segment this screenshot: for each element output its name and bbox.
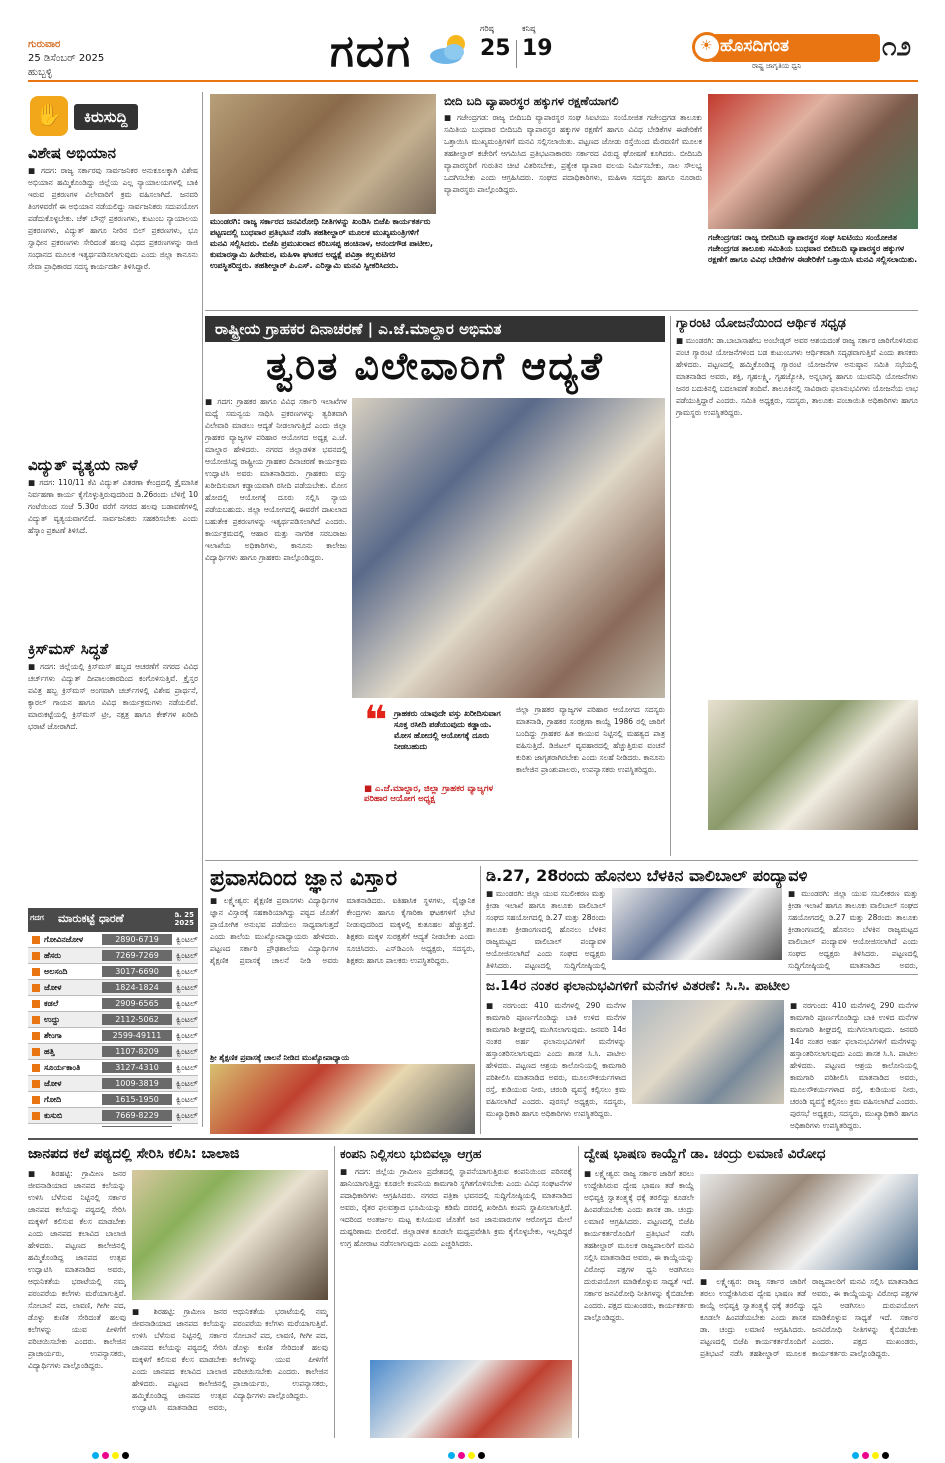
story-headline: ಜ.14ರ ನಂತರ ಫಲಾನುಭವಿಗಳಿಗೆ ಮನೆಗಳ ವಿತರಣೆ: ಸಿ.ಸಿ. ಪಾಟೀಲ [486,978,790,994]
bjp-protest-story [210,94,436,306]
guarantee-story [676,316,918,856]
consumer-story-col1 [205,396,347,856]
price-unit: ಕ್ವಿಂಟಲ್ [176,950,198,960]
market-row [28,1012,198,1028]
brand-tagline: ರಾಷ್ಟ್ರ ಜಾಗೃತಿಯ ಧ್ವನಿ [752,62,802,70]
price-unit: ಕ್ವಿಂಟಲ್ [176,1014,198,1024]
press-conference-photo [370,1360,572,1438]
pull-quote [364,698,509,816]
vendors-photo-block [708,94,918,306]
story-body-continued: ■ ಲಕ್ಷ್ಮೇಶ್ವರ: ರಾಜ್ಯ ಸರ್ಕಾರ ಜಾರಿಗೆ ತರಲು ಉದ್ದೇಶಿಸಿರುವ ದ್ವೇಷ ಭಾಷಣ ತಡೆ ಕಾಯ್ದೆ ಅಭಿವ್ಯಕ್ತಿ ಸ್ವಾತಂತ್ರ್ಯಕ್ಕೆ ಧಕ್ಕೆ ತರಲಿದ್ದು ಕೂಡಲೇ ಹಿಂಪಡೆಯಬೇಕು ಎಂದು ಶಾಸಕ ಡಾ. ಚಂದ್ರು ಲಮಾಣಿ ಆಗ್ರಹಿಸಿದರು. ಪಟ್ಟಣದಲ್ಲಿ ಬಿಜೆಪಿ ಕಾರ್ಯಕರ್ತರೊಂದಿಗೆ ಪ್ರತಿಭಟನೆ ನಡೆಸಿ ತಹಶೀಲ್ದಾರ್ ಮೂಲಕ ರಾಜ್ಯಪಾಲರಿಗೆ ಮನವಿ ಸಲ್ಲಿಸಿ ಮಾತನಾಡಿದ ಅವರು, ಈ ಕಾಯ್ದೆಯನ್ನು ವಿರೋಧ ಪಕ್ಷಗಳ ಧ್ವನಿ ಅಡಗಿಸಲು ದುರುಪಯೋಗ ಮಾಡಿಕೊಳ್ಳುವ ಸಾಧ್ಯತೆ ಇದೆ. ಸರ್ಕಾರ ಜನವಿರೋಧಿ ನೀತಿಗಳನ್ನು ಕೈಬಿಡಬೇಕು ಎಂದರು. ಪಕ್ಷದ ಮುಖಂಡರು, ಕಾರ್ಯಕರ್ತರು ಪಾಲ್ಗೊಂಡಿದ್ದರು. [700,1277,918,1358]
commodity-name: ಜೋಳ [44,1078,62,1088]
market-row [28,1092,198,1108]
bullet-icon [32,968,40,976]
story-headline: ಜಾನಪದ ಕಲೆ ಪಠ್ಯದಲ್ಲಿ ಸೇರಿಸಿ ಕಲಿಸಿ: ಬಾಲಾಜಿ [28,1146,240,1162]
market-rates [28,908,198,1127]
bullet-icon [32,1096,40,1104]
bullet-icon [32,1048,40,1056]
protest-photo [700,1174,918,1270]
folk-art-story [28,1146,328,1438]
market-header [28,908,198,932]
min-label: ಕನಿಷ್ಠ [522,24,536,33]
kirusuddi-header [28,96,198,138]
date-box [28,38,104,80]
max-temp: ಗರಿಷ್ಠ 25 [480,24,511,61]
story-body: ■ ನರಗುಂದ: 410 ಮನೆಗಳಲ್ಲಿ 290 ಮನೆಗಳ ಕಾಮಗಾರಿ ಪೂರ್ಣಗೊಂಡಿದ್ದು ಬಾಕಿ ಉಳಿದ ಮನೆಗಳ ಕಾಮಗಾರಿ ಶೀಘ್ರದಲ್ಲಿ ಮುಗಿಸಲಾಗುವುದು. ಜನವರಿ 14ರ ನಂತರ ಅರ್ಹ ಫಲಾನುಭವಿಗಳಿಗೆ ಮನೆಗಳನ್ನು ಹಸ್ತಾಂತರಿಸಲಾಗುವುದು ಎಂದು ಶಾಸಕ ಸಿ.ಸಿ. ಪಾಟೀಲ ಹೇಳಿದರು. ಪಟ್ಟಣದ ಆಶ್ರಯ ಕಾಲೋನಿಯಲ್ಲಿ ಕಾಮಗಾರಿ ಪರಿಶೀಲಿಸಿ ಮಾತನಾಡಿದ ಅವರು, ಮೂಲಸೌಕರ್ಯಗಳಾದ ರಸ್ತೆ, ಕುಡಿಯುವ ನೀರು, ಚರಂಡಿ ವ್ಯವಸ್ಥೆ ಕಲ್ಪಿಸಲು ಕ್ರಮ ವಹಿಸಲಾಗಿದೆ ಎಂದರು. ಪುರಸಭೆ ಅಧ್ಯಕ್ಷರು, ಸದಸ್ಯರು, ಮುಖ್ಯಾಧಿಕಾರಿ ಹಾಗೂ ಅಧಿಕಾರಿಗಳು ಉಪಸ್ಥಿತರಿದ್ದರು. [486,1001,626,1118]
story-body: ■ ಗದಗ: ಜಿಲ್ಲೆಯ ಗ್ರಾಮೀಣ ಪ್ರದೇಶದಲ್ಲಿ ಸ್ಥಾಪನೆಯಾಗುತ್ತಿರುವ ಕಂಪನಿಯಿಂದ ಪರಿಸರಕ್ಕೆ ಹಾನಿಯಾಗುತ್ತಿದ್ದು ಕೂಡಲೇ ಕಂಪನಿಯ ಕಾಮಗಾರಿ ಸ್ಥಗಿತಗೊಳಿಸಬೇಕು ಎಂದು ವಿವಿಧ ಸಂಘಟನೆಗಳ ಪದಾಧಿಕಾರಿಗಳು ಆಗ್ರಹಿಸಿದರು. ನಗರದ ಪತ್ರಿಕಾ ಭವನದಲ್ಲಿ ಸುದ್ದಿಗೋಷ್ಠಿಯಲ್ಲಿ ಮಾತನಾಡಿದ ಅವರು, ರೈತರ ಫಲವತ್ತಾದ ಭೂಮಿಯನ್ನು ಕಡಿಮೆ ದರದಲ್ಲಿ ಖರೀದಿಸಿ ಕಂಪನಿ ಸ್ಥಾಪಿಸಲಾಗುತ್ತಿದೆ. ಇದರಿಂದ ಅಂತರ್ಜಲ ಮಟ್ಟ ಕುಸಿಯುವ ಜೊತೆಗೆ ಜನ ಜಾನುವಾರುಗಳ ಆರೋಗ್ಯದ ಮೇಲೆ ದುಷ್ಪರಿಣಾಮ ಬೀರಲಿದೆ. ಜಿಲ್ಲಾಡಳಿತ ಕೂಡಲೇ ಮಧ್ಯಪ್ರವೇಶಿಸಿ ಕ್ರಮ ಕೈಗೊಳ್ಳಬೇಕು, ಇಲ್ಲದಿದ್ದರೆ ಉಗ್ರ ಹೋರಾಟ ನಡೆಸಲಾಗುವುದು ಎಂದು ಎಚ್ಚರಿಸಿದರು. [340,1167,572,1248]
price-range: 2909-6565 [102,998,172,1009]
commodity-name: ಜೋಳ [44,982,62,992]
price-unit: ಕ್ವಿಂಟಲ್ [176,934,198,944]
price-unit: ಕ್ವಿಂಟಲ್ [176,982,198,992]
price-range: 2890-6719 [102,934,172,945]
price-range [102,1126,172,1127]
column-divider [202,92,203,1127]
row-divider [486,974,918,975]
price-range: 3127-4310 [102,1062,172,1073]
story-body: ■ ಮುಂಡರಗಿ: ಡಾ.ಬಾಬಾಸಾಹೇಬ ಅಂಬೇಡ್ಕರ್ ಅವರ ಆಶಯದಂತೆ ರಾಜ್ಯ ಸರ್ಕಾರ ಜಾರಿಗೊಳಿಸಿರುವ ಪಂಚ ಗ್ಯಾರಂಟಿ ಯೋಜನೆಗಳಿಂದ ಬಡ ಕುಟುಂಬಗಳು ಆರ್ಥಿಕವಾಗಿ ಸದೃಢವಾಗುತ್ತಿವೆ ಎಂದು ಶಾಸಕರು ಹೇಳಿದರು. ಪಟ್ಟಣದಲ್ಲಿ ಹಮ್ಮಿಕೊಂಡಿದ್ದ ಗ್ಯಾರಂಟಿ ಯೋಜನೆಗಳ ಅನುಷ್ಠಾನ ಸಮಿತಿ ಸಭೆಯಲ್ಲಿ ಮಾತನಾಡಿದ ಅವರು, ಶಕ್ತಿ, ಗೃಹಲಕ್ಷ್ಮಿ, ಗೃಹಜ್ಯೋತಿ, ಅನ್ನಭಾಗ್ಯ ಹಾಗೂ ಯುವನಿಧಿ ಯೋಜನೆಗಳು ಜನರ ಬದುಕಿನಲ್ಲಿ ಬದಲಾವಣೆ ತಂದಿವೆ. ತಾಲೂಕಿನಲ್ಲಿ ಸಾವಿರಾರು ಫಲಾನುಭವಿಗಳು ಯೋಜನೆಯ ಲಾಭ ಪಡೆಯುತ್ತಿದ್ದಾರೆ ಎಂದರು. ಸಮಿತಿ ಅಧ್ಯಕ್ಷರು, ಸದಸ್ಯರು, ತಾಲೂಕು ಪಂಚಾಯಿತಿ ಅಧಿಕಾರಿಗಳು ಹಾಗೂ ಗ್ರಾಮಸ್ಥರು ಉಪಸ್ಥಿತರಿದ್ದರು. [676,336,918,417]
market-row [28,1108,198,1124]
story-body-continued: ■ ಶಿರಹಟ್ಟಿ: ಗ್ರಾಮೀಣ ಜನರ ಜೀವನಾಡಿಯಾದ ಜಾನಪದ ಕಲೆಯನ್ನು ಉಳಿಸಿ ಬೆಳೆಸುವ ನಿಟ್ಟಿನಲ್ಲಿ ಸರ್ಕಾರ ಜಾನಪದ ಕಲೆಯನ್ನು ಪಠ್ಯದಲ್ಲಿ ಸೇರಿಸಿ ಮಕ್ಕಳಿಗೆ ಕಲಿಸುವ ಕೆಲಸ ಮಾಡಬೇಕು ಎಂದು ಜಾನಪದ ಕಲಾವಿದ ಬಾಲಾಜಿ ಹೇಳಿದರು. ಪಟ್ಟಣದ ಕಾಲೇಜಿನಲ್ಲಿ ಹಮ್ಮಿಕೊಂಡಿದ್ದ ಜಾನಪದ ಉತ್ಸವ ಉದ್ಘಾಟಿಸಿ ಮಾತನಾಡಿದ ಅವರು, ಆಧುನಿಕತೆಯ ಭರಾಟೆಯಲ್ಲಿ ನಮ್ಮ ಪರಂಪರೆಯ ಕಲೆಗಳು ಮರೆಯಾಗುತ್ತಿವೆ. ಸೋಬಾನೆ ಪದ, ಲಾವಣಿ, ಗೀಗೀ ಪದ, ಡೊಳ್ಳು ಕುಣಿತ ಸೇರಿದಂತೆ ಹಲವು ಕಲೆಗಳನ್ನು ಯುವ ಪೀಳಿಗೆಗೆ ಪರಿಚಯಿಸಬೇಕು ಎಂದರು. ಕಾಲೇಜಿನ ಪ್ರಾಚಾರ್ಯರು, ಉಪನ್ಯಾಸಕರು, ವಿದ್ಯಾರ್ಥಿಗಳು ಪಾಲ್ಗೊಂಡಿದ್ದರು. [132,1307,328,1412]
commodity-name: ಹತ್ತಿ [44,1046,55,1056]
market-row [28,1044,198,1060]
vendors-photo [708,94,918,229]
price-unit: ಕ್ವಿಂಟಲ್ [176,1078,198,1088]
row-divider [205,860,918,861]
commodity-name: ಸೂರ್ಯಕಾಂತಿ [44,1062,81,1072]
bullet-icon [32,1112,40,1120]
story-body: ■ ಶಿರಹಟ್ಟಿ: ಗ್ರಾಮೀಣ ಜನರ ಜೀವನಾಡಿಯಾದ ಜಾನಪದ ಕಲೆಯನ್ನು ಉಳಿಸಿ ಬೆಳೆಸುವ ನಿಟ್ಟಿನಲ್ಲಿ ಸರ್ಕಾರ ಜಾನಪದ ಕಲೆಯನ್ನು ಪಠ್ಯದಲ್ಲಿ ಸೇರಿಸಿ ಮಕ್ಕಳಿಗೆ ಕಲಿಸುವ ಕೆಲಸ ಮಾಡಬೇಕು ಎಂದು ಜಾನಪದ ಕಲಾವಿದ ಬಾಲಾಜಿ ಹೇಳಿದರು. ಪಟ್ಟಣದ ಕಾಲೇಜಿನಲ್ಲಿ ಹಮ್ಮಿಕೊಂಡಿದ್ದ ಜಾನಪದ ಉತ್ಸವ ಉದ್ಘಾಟಿಸಿ ಮಾತನಾಡಿದ ಅವರು, ಆಧುನಿಕತೆಯ ಭರಾಟೆಯಲ್ಲಿ ನಮ್ಮ ಪರಂಪರೆಯ ಕಲೆಗಳು ಮರೆಯಾಗುತ್ತಿವೆ. ಸೋಬಾನೆ ಪದ, ಲಾವಣಿ, ಗೀಗೀ ಪದ, ಡೊಳ್ಳು ಕುಣಿತ ಸೇರಿದಂತೆ ಹಲವು ಕಲೆಗಳನ್ನು ಯುವ ಪೀಳಿಗೆಗೆ ಪರಿಚಯಿಸಬೇಕು ಎಂದರು. ಕಾಲೇಜಿನ ಪ್ರಾಚಾರ್ಯರು, ಉಪನ್ಯಾಸಕರು, ವಿದ್ಯಾರ್ಥಿಗಳು ಪಾಲ್ಗೊಂಡಿದ್ದರು. [28,1169,126,1370]
price-unit: ಕ್ವಿಂಟಲ್ [176,1046,198,1056]
story-body: ■ ಮುಂಡರಗಿ: ಜಿಲ್ಲಾ ಯುವ ಸಬಲೀಕರಣ ಮತ್ತು ಕ್ರೀಡಾ ಇಲಾಖೆ ಹಾಗೂ ತಾಲೂಕು ವಾಲಿಬಾಲ್ ಸಂಘದ ಸಹಯೋಗದಲ್ಲಿ ಡಿ.27 ಮತ್ತು 28ರಂದು ತಾಲೂಕು ಕ್ರೀಡಾಂಗಣದಲ್ಲಿ ಹೊನಲು ಬೆಳಕಿನ ರಾಜ್ಯಮಟ್ಟದ ವಾಲಿಬಾಲ್ ಪಂದ್ಯಾವಳಿ ಆಯೋಜಿಸಲಾಗಿದೆ ಎಂದು ಸಂಘದ ಅಧ್ಯಕ್ಷರು ತಿಳಿಸಿದರು. ಪಟ್ಟಣದಲ್ಲಿ ಸುದ್ದಿಗೋಷ್ಠಿಯಲ್ಲಿ [486,889,606,970]
guarantee-photo [708,700,918,830]
commodity-name: ಅಲಸಂದಿ [44,966,68,976]
story-headline: ಪ್ರವಾಸದಿಂದ ಜ್ಞಾನ ವಿಸ್ತಾರ [210,866,398,891]
bullet-icon [32,1000,40,1008]
cmyk-dots-icon [448,1444,488,1452]
price-range: 7269-7269 [102,950,172,961]
price-unit [176,1127,198,1128]
market-row [28,980,198,996]
brief-item [28,640,198,733]
story-body: ■ ಗಜೇಂದ್ರಗಡ: ರಾಜ್ಯ ಬೀದಿಬದಿ ವ್ಯಾಪಾರಸ್ಥರ ಸಂಘ ಸಿಐಟಿಯು ಸಂಯೋಜಿತ ಗಜೇಂದ್ರಗಡ ತಾಲೂಕು ಸಮಿತಿಯ ಬುಧವಾರ ಬೀದಿಬದಿ ವ್ಯಾಪಾರಸ್ಥರ ಹಕ್ಕುಗಳ ರಕ್ಷಣೆಗೆ ಹಾಗೂ ವಿವಿಧ ಬೇಡಿಕೆಗಳ ಈಡೇರಿಕೆಗೆ ಒತ್ತಾಯಿಸಿ ಮುಖ್ಯಮಂತ್ರಿಗಳಿಗೆ ಮನವಿ ಸಲ್ಲಿಸಲಾಯಿತು. ಪಟ್ಟಣದ ಜೋಡು ರಸ್ತೆಯಿಂದ ಮೆರವಣಿಗೆ ಮೂಲಕ ತಹಶೀಲ್ದಾರ್ ಕಚೇರಿಗೆ ಆಗಮಿಸಿದ ಪ್ರತಿಭಟನಾಕಾರರು ಸರ್ಕಾರದ ವಿರುದ್ಧ ಘೋಷಣೆ ಕೂಗಿದರು. ಬೀದಿಬದಿ ವ್ಯಾಪಾರಸ್ಥರಿಗೆ ಗುರುತಿನ ಚೀಟಿ ವಿತರಿಸಬೇಕು, ಪ್ರತ್ಯೇಕ ವ್ಯಾಪಾರ ವಲಯ ನಿರ್ಮಿಸಬೇಕು, ಸಾಲ ಸೌಲಭ್ಯ ಒದಗಿಸಬೇಕು ಎಂದು ಆಗ್ರಹಿಸಿದರು. ಸಂಘದ ಪದಾಧಿಕಾರಿಗಳು, ಮಹಿಳಾ ಸದಸ್ಯರು ಹಾಗೂ ನೂರಾರು ವ್ಯಾಪಾರಸ್ಥರು ಪಾಲ್ಗೊಂಡಿದ್ದರು. [444,113,702,194]
column-divider [334,1146,335,1438]
study-tour-photo [210,1064,475,1134]
story-kicker: ರಾಷ್ಟ್ರೀಯ ಗ್ರಾಹಕರ ದಿನಾಚರಣೆ | ಎ.ಜೆ.ಮಾಲ್ದಾರ ಅಭಿಮತ [205,316,665,342]
price-range: 1107-8209 [102,1046,172,1057]
story-headline: ದ್ವೇಷ ಭಾಷಣ ಕಾಯ್ದೆಗೆ ಡಾ. ಚಂದ್ರು ಲಮಾಣಿ ವಿರೋಧ [584,1146,826,1162]
market-row [28,948,198,964]
market-row [28,996,198,1012]
market-row [28,1076,198,1092]
quote-source: ■ ಎ.ಜೆ.ಮಾಲ್ದಾರ, ಜಿಲ್ಲಾ ಗ್ರಾಹಕರ ವ್ಯಾಜ್ಯಗಳ ಪರಿಹಾರ ಆಯೋಗ ಅಧ್ಯಕ್ಷ [364,784,494,804]
price-unit: ಕ್ವಿಂಟಲ್ [176,1094,198,1104]
masthead-rule [28,80,918,82]
market-row [28,1060,198,1076]
story-body: ಜಿಲ್ಲಾ ಗ್ರಾಹಕರ ವ್ಯಾಜ್ಯಗಳ ಪರಿಹಾರ ಆಯೋಗದ ಸದಸ್ಯರು ಮಾತನಾಡಿ, ಗ್ರಾಹಕರ ಸಂರಕ್ಷಣಾ ಕಾಯ್ದೆ 1986 ರಲ್ಲಿ ಜಾರಿಗೆ ಬಂದಿದ್ದು ಗ್ರಾಹಕರ ಹಿತ ಕಾಯುವ ನಿಟ್ಟಿನಲ್ಲಿ ಮಹತ್ವದ ಪಾತ್ರ ವಹಿಸುತ್ತಿದೆ. ಡಿಜಿಟಲ್ ವ್ಯವಹಾರದಲ್ಲಿ ಹೆಚ್ಚುತ್ತಿರುವ ವಂಚನೆ ಕುರಿತು ಜಾಗೃತರಾಗಿರಬೇಕು ಎಂದು ಸಲಹೆ ನೀಡಿದರು. ಕಾನೂನು ಕಾಲೇಜಿನ ಪ್ರಾಂಶುಪಾಲರು, ಉಪನ್ಯಾಸಕರು ಉಪಸ್ಥಿತರಿದ್ದರು. [516,705,665,774]
price-range: 7669-8229 [102,1110,172,1121]
brief-item [28,144,198,273]
bullet-icon [32,936,40,944]
street-vendors-story [444,94,702,306]
quote-mark-icon: ❝ [364,698,388,744]
column-divider [480,866,481,1134]
price-unit: ಕ್ವಿಂಟಲ್ [176,1062,198,1072]
min-temp: ಕನಿಷ್ಠ 19 [522,24,553,61]
bullet-icon [32,1080,40,1088]
column-divider [578,1146,579,1438]
row-divider [205,310,918,311]
section-divider [28,1138,918,1140]
brand-name: ಹೊಸದಿಗಂತ [720,36,790,56]
brief-item [28,456,198,537]
story-headline: ಗ್ಯಾರಂಟಿ ಯೋಜನೆಯಿಂದ ಆರ್ಥಿಕ ಸಧೃಢ [676,316,846,331]
consumer-day-photo [352,398,665,698]
partly-cloudy-icon [428,32,472,66]
story-headline: ಕಂಪನಿ ನಿಲ್ಲಿಸಲು ಭುಬಿವಲ್ಲಾ ಆಗ್ರಹ [340,1146,482,1161]
kirusuddi-label: ಕಿರುಸುದ್ದಿ [74,104,138,130]
market-title: ಮಾರುಕಟ್ಟೆ ಧಾರಣೆ [58,912,124,925]
market-row [28,1124,198,1127]
temp-divider [516,40,517,68]
volleyball-story [486,866,918,974]
print-registration-marks [0,1444,945,1454]
bullet-icon [32,1032,40,1040]
main-headline: ತ್ವರಿತ ವಿಲೇವಾರಿಗೆ ಆದ್ಯತೆ [266,344,604,388]
commodity-name: ಕುಸುಬಿ [44,1110,63,1120]
market-date: ಡಿ. 25 2025 [174,911,194,927]
date: 25 ಡಿಸೆಂಬರ್ 2025 [28,53,105,64]
market-row [28,1028,198,1044]
commodity-name: ಉದ್ದು [44,1014,60,1024]
max-label: ಗರಿಷ್ಠ [480,24,494,33]
consumer-story-col2 [516,704,665,856]
weekday: ಗುರುವಾರ [28,39,61,50]
price-range: 2599-49111 [102,1030,172,1041]
kirusuddi-column [28,92,198,1127]
commodity-name: ಹೆಸರು [44,950,61,960]
sun-emblem-icon: ☀ [692,32,722,62]
price-unit: ಕ್ವಿಂಟಲ್ [176,966,198,976]
story-body-continued: ■ ನರಗುಂದ: 410 ಮನೆಗಳಲ್ಲಿ 290 ಮನೆಗಳ ಕಾಮಗಾರಿ ಪೂರ್ಣಗೊಂಡಿದ್ದು ಬಾಕಿ ಉಳಿದ ಮನೆಗಳ ಕಾಮಗಾರಿ ಶೀಘ್ರದಲ್ಲಿ ಮುಗಿಸಲಾಗುವುದು. ಜನವರಿ 14ರ ನಂತರ ಅರ್ಹ ಫಲಾನುಭವಿಗಳಿಗೆ ಮನೆಗಳನ್ನು ಹಸ್ತಾಂತರಿಸಲಾಗುವುದು ಎಂದು ಶಾಸಕ ಸಿ.ಸಿ. ಪಾಟೀಲ ಹೇಳಿದರು. ಪಟ್ಟಣದ ಆಶ್ರಯ ಕಾಲೋನಿಯಲ್ಲಿ ಕಾಮಗಾರಿ ಪರಿಶೀಲಿಸಿ ಮಾತನಾಡಿದ ಅವರು, ಮೂಲಸೌಕರ್ಯಗಳಾದ ರಸ್ತೆ, ಕುಡಿಯುವ ನೀರು, ಚರಂಡಿ ವ್ಯವಸ್ಥೆ ಕಲ್ಪಿಸಲು ಕ್ರಮ ವಹಿಸಲಾಗಿದೆ ಎಂದರು. ಪುರಸಭೆ ಅಧ್ಯಕ್ಷರು, ಸದಸ್ಯರು, ಮುಖ್ಯಾಧಿಕಾರಿ ಹಾಗೂ ಅಧಿಕಾರಿಗಳು ಉಪಸ್ಥಿತರಿದ್ದರು. [790,1001,918,1130]
housing-photo [632,1000,784,1104]
price-range: 2112-5062 [102,1014,172,1025]
bullet-icon [32,1064,40,1072]
photo-caption: ಮುಂಡರಗಿ: ರಾಜ್ಯ ಸರ್ಕಾರದ ಜನವಿರೋಧಿ ನೀತಿಗಳನ್ನು ಖಂಡಿಸಿ ಬಿಜೆಪಿ ಕಾರ್ಯಕರ್ತರು ಪಟ್ಟಣದಲ್ಲಿ ಬುಧವಾರ ಪ್ರತಿಭಟನೆ ನಡೆಸಿ ತಹಶೀಲ್ದಾರ್ ಮೂಲಕ ಮುಖ್ಯಮಂತ್ರಿಗಳಿಗೆ ಮನವಿ ಸಲ್ಲಿಸಿದರು. ಬಿಜೆಪಿ ಪ್ರಮುಖರಾದ ಕರಿಬಸಪ್ಪ ಹಂಚಿನಾಳ, ಆನಂದಗೌಡ ಪಾಟೀಲ, ಕುಮಾರಸ್ವಾಮಿ ಹಿರೇಮಠ, ಮಹಿಳಾ ಘಟಕದ ಅಧ್ಯಕ್ಷೆ ಪವಿತ್ರಾ ಕಲ್ಲಕುಟಿಗರ ಉಪಸ್ಥಿತರಿದ್ದರು. ತಹಶೀಲ್ದಾರ್ ಪಿ.ಎಸ್. ಎರಿಸ್ವಾಮಿ ಮನವಿ ಸ್ವೀಕರಿಸಿದರು. [210,217,434,270]
folk-event-photo [132,1170,328,1300]
story-body: ■ ಗದಗ: ಗ್ರಾಹಕರ ಹಾಗೂ ವಿವಿಧ ಸರ್ಕಾರಿ ಇಲಾಖೆಗಳ ಮಧ್ಯೆ ಸಮನ್ವಯ ಸಾಧಿಸಿ ಪ್ರಕರಣಗಳನ್ನು ತ್ವರಿತವಾಗಿ ವಿಲೇವಾರಿ ಮಾಡಲು ಆದ್ಯತೆ ನೀಡಲಾಗುತ್ತಿದೆ ಎಂದು ಜಿಲ್ಲಾ ಗ್ರಾಹಕರ ವ್ಯಾಜ್ಯಗಳ ಪರಿಹಾರ ಆಯೋಗದ ಅಧ್ಯಕ್ಷ ಎ.ಜೆ. ಮಾಲ್ದಾರ ಹೇಳಿದರು. ನಗರದ ಜಿಲ್ಲಾಡಳಿತ ಭವನದಲ್ಲಿ ಆಯೋಜಿಸಿದ್ದ ರಾಷ್ಟ್ರೀಯ ಗ್ರಾಹಕರ ದಿನಾಚರಣೆ ಕಾರ್ಯಕ್ರಮ ಉದ್ಘಾಟಿಸಿ ಅವರು ಮಾತನಾಡಿದರು. ಗ್ರಾಹಕರು ವಸ್ತು ಖರೀದಿಸುವಾಗ ಕಡ್ಡಾಯವಾಗಿ ರಸೀದಿ ಪಡೆಯಬೇಕು. ಮೋಸ ಹೋದಲ್ಲಿ ಆಯೋಗಕ್ಕೆ ದೂರು ಸಲ್ಲಿಸಿ ನ್ಯಾಯ ಪಡೆಯಬಹುದು. ಜಿಲ್ಲಾ ಆಯೋಗದಲ್ಲಿ ಈವರೆಗೆ ದಾಖಲಾದ ಬಹುತೇಕ ಪ್ರಕರಣಗಳನ್ನು ಇತ್ಯರ್ಥಪಡಿಸಲಾಗಿದೆ ಎಂದರು. ಕಾರ್ಯಕ್ರಮದಲ್ಲಿ ಆಹಾರ ಮತ್ತು ನಾಗರಿಕ ಸರಬರಾಜು ಇಲಾಖೆಯ ಅಧಿಕಾರಿಗಳು, ಕಾನೂನು ಕಾಲೇಜು ವಿದ್ಯಾರ್ಥಿಗಳು ಹಾಗೂ ಗ್ರಾಹಕರು ಪಾಲ್ಗೊಂಡಿದ್ದರು. [205,397,347,562]
price-range: 1824-1824 [102,982,172,993]
commodity-name: ಕಡಲೆ [44,998,59,1008]
column-divider [670,316,671,856]
study-tour-story [210,866,475,1134]
press-meet-photo [612,888,782,960]
masthead [0,0,945,80]
price-range: 1615-1950 [102,1094,172,1105]
protest-photo [210,94,436,214]
company-protest-story [340,1146,572,1438]
story-body-continued: ■ ಮುಂಡರಗಿ: ಜಿಲ್ಲಾ ಯುವ ಸಬಲೀಕರಣ ಮತ್ತು ಕ್ರೀಡಾ ಇಲಾಖೆ ಹಾಗೂ ತಾಲೂಕು ವಾಲಿಬಾಲ್ ಸಂಘದ ಸಹಯೋಗದಲ್ಲಿ ಡಿ.27 ಮತ್ತು 28ರಂದು ತಾಲೂಕು ಕ್ರೀಡಾಂಗಣದಲ್ಲಿ ಹೊನಲು ಬೆಳಕಿನ ರಾಜ್ಯಮಟ್ಟದ ವಾಲಿಬಾಲ್ ಪಂದ್ಯಾವಳಿ ಆಯೋಜಿಸಲಾಗಿದೆ ಎಂದು ಸಂಘದ ಅಧ್ಯಕ್ಷರು ತಿಳಿಸಿದರು. ಪಟ್ಟಣದಲ್ಲಿ ಸುದ್ದಿಗೋಷ್ಠಿಯಲ್ಲಿ ಮಾತನಾಡಿದ ಅವರು, [788,889,918,970]
price-unit: ಕ್ವಿಂಟಲ್ [176,998,198,1008]
price-unit: ಕ್ವಿಂಟಲ್ [176,1110,198,1120]
price-unit: ಕ್ವಿಂಟಲ್ [176,1030,198,1040]
photo-caption: ಶ್ರೀ ಶೈಕ್ಷಣಿಕ ಪ್ರವಾಸಕ್ಕೆ ಚಾಲನೆ ನೀಡಿದ ಮುಖ್ಯೋಪಾಧ್ಯಾಯ [210,1053,350,1062]
brief-title: ವಿಶೇಷ ಅಭಿಯಾನ [28,144,116,162]
hate-speech-story [584,1146,918,1438]
brief-body: ■ ಗದಗ: ರಾಜ್ಯ ಸರ್ಕಾರವು ಸಾರ್ವಜನಿಕರ ಅನುಕೂಲಕ್ಕಾಗಿ ವಿಶೇಷ ಅಭಿಯಾನ ಹಮ್ಮಿಕೊಂಡಿದ್ದು ಜಿಲ್ಲೆಯ ಎಲ್ಲ ನ್ಯಾಯಾಲಯಗಳಲ್ಲಿ ಬಾಕಿ ಇರುವ ಪ್ರಕರಣಗಳ ವಿಲೇವಾರಿಗೆ ಕ್ರಮ ವಹಿಸಲಾಗಿದೆ. ಜನವರಿ ತಿಂಗಳವರೆಗೆ ಈ ಅಭಿಯಾನ ನಡೆಯಲಿದ್ದು ಸಾರ್ವಜನಿಕರು ಸದುಪಯೋಗ ಪಡೆದುಕೊಳ್ಳಬೇಕು. ಚೆಕ್ ಬೌನ್ಸ್ ಪ್ರಕರಣಗಳು, ಕುಟುಂಬ ನ್ಯಾಯಾಲಯ ಪ್ರಕರಣಗಳು, ವಿದ್ಯುತ್ ಹಾಗೂ ನೀರಿನ ಬಿಲ್ ಪ್ರಕರಣಗಳು, ಭೂ ಸ್ವಾಧೀನ ಪ್ರಕರಣಗಳು ಸೇರಿದಂತೆ ಹಲವು ವಿಧದ ಪ್ರಕರಣಗಳನ್ನು ರಾಜಿ ಸಂಧಾನದ ಮೂಲಕ ಇತ್ಯರ್ಥಪಡಿಸಲಾಗುವುದು ಎಂದು ಜಿಲ್ಲಾ ಕಾನೂನು ಸೇವಾ ಪ್ರಾಧಿಕಾರದ ಸದಸ್ಯ ಕಾರ್ಯದರ್ಶಿ ತಿಳಿಸಿದ್ದಾರೆ. [28,166,198,271]
page-title: ಗದಗ [330,26,413,77]
quote-text: ಗ್ರಾಹಕರು ಯಾವುದೇ ವಸ್ತು ಖರೀದಿಸುವಾಗ ಸೂಕ್ತ ರಸೀದಿ ಪಡೆಯುವುದು ಕಡ್ಡಾಯ. ಮೋಸ ಹೋದಲ್ಲಿ ಆಯೋಗಕ್ಕೆ ದೂರು ನೀಡಬಹುದು [394,709,501,751]
commodity-name: ಗೋದಿ [44,1094,62,1104]
bullet-icon [32,1016,40,1024]
brief-title: ಕ್ರಿಸ್‌ಮಸ್ ಸಿದ್ಧತೆ [28,640,109,658]
commodity-name: ಗೋವಿನಜೋಳ [44,934,84,944]
market-city: ಗದಗ [30,913,44,922]
price-range: 1009-3819 [102,1078,172,1089]
cmyk-dots-icon [92,1444,132,1452]
commodity-name: ಶೇಂಗಾ [44,1030,62,1040]
housing-story [486,978,918,1134]
photo-caption: ಗಜೇಂದ್ರಗಡ: ರಾಜ್ಯ ಬೀದಿಬದಿ ವ್ಯಾಪಾರಸ್ಥರ ಸಂಘ ಸಿಐಟಿಯು ಸಂಯೋಜಿತ ಗಜೇಂದ್ರಗಡ ತಾಲೂಕು ಸಮಿತಿಯ ಬುಧವಾರ ಬೀದಿಬದಿ ವ್ಯಾಪಾರಸ್ಥರ ಹಕ್ಕುಗಳ ರಕ್ಷಣೆಗೆ ಹಾಗೂ ವಿವಿಧ ಬೇಡಿಕೆಗಳ ಈಡೇರಿಕೆಗೆ ಒತ್ತಾಯಿಸಿ ಮನವಿ ಸಲ್ಲಿಸಲಾಯಿತು. [708,233,918,264]
price-range: 3017-6690 [102,966,172,977]
pinch-hand-icon: ✋ [30,96,68,136]
story-headline: ಬೀದಿ ಬದಿ ವ್ಯಾಪಾರಸ್ಥರ ಹಕ್ಕುಗಳ ರಕ್ಷಣೆಯಾಗಲಿ [444,94,619,108]
brand-logo [692,30,912,70]
market-row [28,964,198,980]
bullet-icon [32,984,40,992]
market-row [28,932,198,948]
cmyk-dots-icon [852,1444,892,1452]
brief-title: ವಿದ್ಯುತ್ ವ್ಯತ್ಯಯ ನಾಳೆ [28,456,138,474]
market-table [28,932,198,1127]
brief-body: ■ ಗದಗ: 110/11 ಕೆವಿ ವಿದ್ಯುತ್ ವಿತರಣಾ ಕೇಂದ್ರದಲ್ಲಿ ತ್ರೈಮಾಸಿಕ ನಿರ್ವಹಣಾ ಕಾರ್ಯ ಕೈಗೊಳ್ಳುತ್ತಿರುವುದರಿಂದ ಡಿ.26ರಂದು ಬೆಳಿಗ್ಗೆ 10 ಗಂಟೆಯಿಂದ ಸಂಜೆ 5.30ರ ವರೆಗೆ ನಗರದ ಹಲವು ಬಡಾವಣೆಗಳಲ್ಲಿ ವಿದ್ಯುತ್ ವ್ಯತ್ಯಯವಾಗಲಿದೆ. ಸಾರ್ವಜನಿಕರು ಸಹಕರಿಸಬೇಕು ಎಂದು ಹೆಸ್ಕಾಂ ಪ್ರಕಟಣೆ ತಿಳಿಸಿದೆ. [28,478,198,535]
story-body: ■ ಲಕ್ಷ್ಮೇಶ್ವರ: ರಾಜ್ಯ ಸರ್ಕಾರ ಜಾರಿಗೆ ತರಲು ಉದ್ದೇಶಿಸಿರುವ ದ್ವೇಷ ಭಾಷಣ ತಡೆ ಕಾಯ್ದೆ ಅಭಿವ್ಯಕ್ತಿ ಸ್ವಾತಂತ್ರ್ಯಕ್ಕೆ ಧಕ್ಕೆ ತರಲಿದ್ದು ಕೂಡಲೇ ಹಿಂಪಡೆಯಬೇಕು ಎಂದು ಶಾಸಕ ಡಾ. ಚಂದ್ರು ಲಮಾಣಿ ಆಗ್ರಹಿಸಿದರು. ಪಟ್ಟಣದಲ್ಲಿ ಬಿಜೆಪಿ ಕಾರ್ಯಕರ್ತರೊಂದಿಗೆ ಪ್ರತಿಭಟನೆ ನಡೆಸಿ ತಹಶೀಲ್ದಾರ್ ಮೂಲಕ ರಾಜ್ಯಪಾಲರಿಗೆ ಮನವಿ ಸಲ್ಲಿಸಿ ಮಾತನಾಡಿದ ಅವರು, ಈ ಕಾಯ್ದೆಯನ್ನು ವಿರೋಧ ಪಕ್ಷಗಳ ಧ್ವನಿ ಅಡಗಿಸಲು ದುರುಪಯೋಗ ಮಾಡಿಕೊಳ್ಳುವ ಸಾಧ್ಯತೆ ಇದೆ. ಸರ್ಕಾರ ಜನವಿರೋಧಿ ನೀತಿಗಳನ್ನು ಕೈಬಿಡಬೇಕು ಎಂದರು. ಪಕ್ಷದ ಮುಖಂಡರು, ಕಾರ್ಯಕರ್ತರು ಪಾಲ್ಗೊಂಡಿದ್ದರು. [584,1169,694,1322]
story-body: ■ ಲಕ್ಷ್ಮೇಶ್ವರ: ಶೈಕ್ಷಣಿಕ ಪ್ರವಾಸಗಳು ವಿದ್ಯಾರ್ಥಿಗಳ ಜ್ಞಾನ ವಿಸ್ತಾರಕ್ಕೆ ಸಹಕಾರಿಯಾಗಿದ್ದು ಪಠ್ಯದ ಜೊತೆಗೆ ಪ್ರಾಯೋಗಿಕ ಅನುಭವ ಪಡೆಯಲು ಸಾಧ್ಯವಾಗುತ್ತದೆ ಎಂದು ಶಾಲೆಯ ಮುಖ್ಯೋಪಾಧ್ಯಾಯರು ಹೇಳಿದರು. ಪಟ್ಟಣದ ಸರ್ಕಾರಿ ಪ್ರೌಢಶಾಲೆಯ ವಿದ್ಯಾರ್ಥಿಗಳ ಶೈಕ್ಷಣಿಕ ಪ್ರವಾಸಕ್ಕೆ ಚಾಲನೆ ನೀಡಿ ಅವರು ಮಾತನಾಡಿದರು. ಐತಿಹಾಸಿಕ ಸ್ಥಳಗಳು, ವೈಜ್ಞಾನಿಕ ಕೇಂದ್ರಗಳು ಹಾಗೂ ಕೈಗಾರಿಕಾ ಘಟಕಗಳಿಗೆ ಭೇಟಿ ನೀಡುವುದರಿಂದ ಮಕ್ಕಳಲ್ಲಿ ಕುತೂಹಲ ಹೆಚ್ಚುತ್ತದೆ. ಶಿಕ್ಷಕರು ಮಕ್ಕಳ ಸುರಕ್ಷತೆಗೆ ಆದ್ಯತೆ ನೀಡಬೇಕು ಎಂದು ಸೂಚಿಸಿದರು. ಎಸ್‌ಡಿಎಂಸಿ ಅಧ್ಯಕ್ಷರು, ಸದಸ್ಯರು, ಶಿಕ್ಷಕರು ಹಾಗೂ ಪಾಲಕರು ಉಪಸ್ಥಿತರಿದ್ದರು. [210,896,475,965]
brief-body: ■ ಗದಗ: ಜಿಲ್ಲೆಯಲ್ಲಿ ಕ್ರಿಸ್‌ಮಸ್ ಹಬ್ಬದ ಆಚರಣೆಗೆ ನಗರದ ವಿವಿಧ ಚರ್ಚ್‌ಗಳು ವಿದ್ಯುತ್ ದೀಪಾಲಂಕಾರದಿಂದ ಕಂಗೊಳಿಸುತ್ತಿವೆ. ಕ್ರೈಸ್ತರ ಪವಿತ್ರ ಹಬ್ಬ ಕ್ರಿಸ್‌ಮಸ್ ಅಂಗವಾಗಿ ಚರ್ಚ್‌ಗಳಲ್ಲಿ ವಿಶೇಷ ಪ್ರಾರ್ಥನೆ, ಕ್ಯಾರಲ್ ಗಾಯನ ಹಾಗೂ ವಿವಿಧ ಕಾರ್ಯಕ್ರಮಗಳು ನಡೆಯಲಿವೆ. ಮಾರುಕಟ್ಟೆಯಲ್ಲಿ ಕ್ರಿಸ್‌ಮಸ್ ಟ್ರೀ, ನಕ್ಷತ್ರ ಹಾಗೂ ಕೇಕ್‌ಗಳ ಖರೀದಿ ಭರಾಟೆ ಜೋರಾಗಿದೆ. [28,662,198,731]
story-headline: ಡಿ.27, 28ರಂದು ಹೊನಲು ಬೆಳಕಿನ ವಾಲಿಬಾಲ್ ಪಂದ್ಯಾವಳಿ [486,866,808,885]
bullet-icon [32,952,40,960]
page-number: ೧೨ [882,32,912,62]
commodity-name [44,1127,102,1128]
edition-city: ಹುಬ್ಬಳ್ಳಿ [28,67,53,78]
